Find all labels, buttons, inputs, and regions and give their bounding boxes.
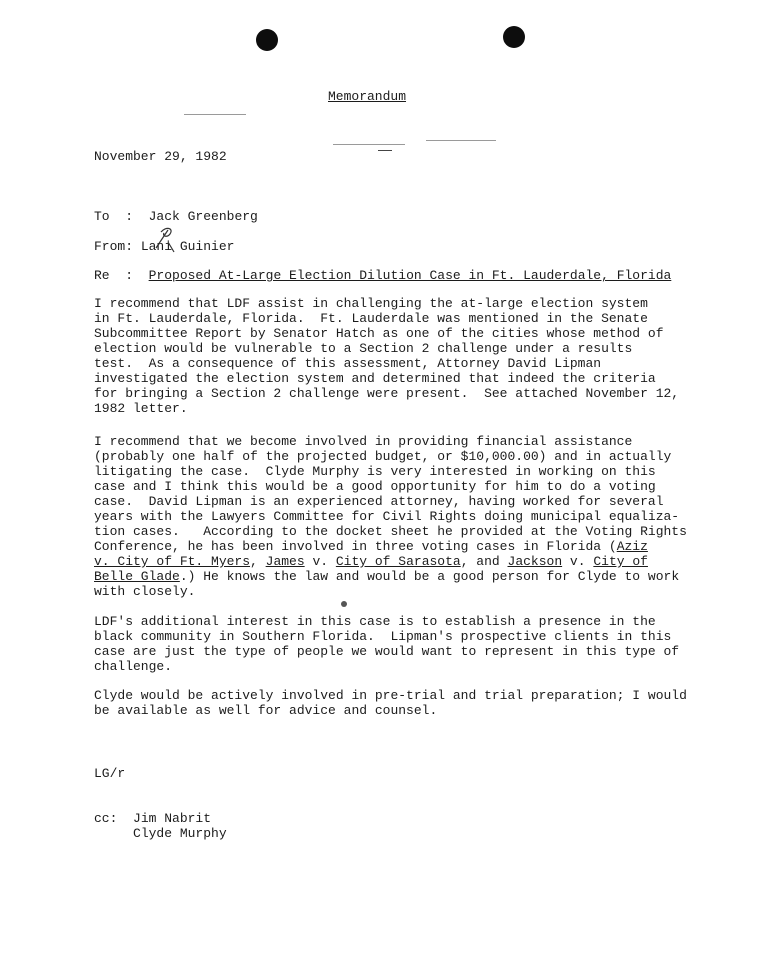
text-line: case. David Lipman is an experienced attorney, having worked for several [94, 494, 664, 509]
case-name-belle-glade: Belle Glade [94, 569, 180, 584]
text-line: Clyde would be actively involved in pre-trial and trial preparation; I would [94, 688, 687, 703]
cc-label: cc: [94, 811, 118, 826]
faint-mark [333, 144, 405, 145]
text-line: be available as well for advice and counsel. [94, 703, 438, 718]
case-name-jackson: Jackson [507, 554, 563, 569]
case-name-aziz: Aziz [616, 539, 648, 554]
text-line: case and I think this would be a good opportunity for him to do a voting [94, 479, 656, 494]
case-name-belle-glade: City of [593, 554, 648, 569]
paragraph-2 [94, 434, 694, 599]
re-label: Re [94, 268, 110, 283]
case-name-fort-myers: v. City of Ft. Myers [94, 554, 251, 569]
re-line: Re : Proposed At-Large Election Dilution Case in Ft. Lauderdale, Florida [94, 268, 672, 283]
text-line: investigated the election system and determined that indeed the criteria [94, 371, 656, 386]
text-line [94, 569, 694, 584]
text-segment: Conference, he has been involved in three voting cases in Florida ( [94, 539, 617, 554]
faint-mark [426, 140, 496, 141]
text-line: Subcommittee Report by Senator Hatch as one of the cities whose method of [94, 326, 664, 341]
text-segment: , and [460, 554, 508, 569]
paragraph-1 [94, 296, 694, 416]
text-line: challenge. [94, 659, 173, 674]
text-line: LDF's additional interest in this case is to establish a presence in the [94, 614, 656, 629]
text-line [94, 554, 694, 569]
text-line: black community in Southern Florida. Lipman's prospective clients in this [94, 629, 672, 644]
text-line: litigating the case. Clyde Murphy is very interested in working on this [94, 464, 656, 479]
text-segment: .) [179, 569, 196, 584]
to-name: Jack Greenberg [148, 209, 258, 224]
subject-line: Proposed At-Large Election Dilution Case in Ft. Lauderdale, Florida [148, 268, 672, 283]
ink-dot [341, 601, 347, 607]
punch-hole-left [256, 29, 278, 51]
typist-initials: LG/r [94, 766, 126, 781]
memo-title: Memorandum [328, 89, 407, 104]
text-line: election would be vulnerable to a Section 2 challenge under a results [94, 341, 633, 356]
to-line: To : Jack Greenberg [94, 209, 258, 224]
text-line [94, 539, 694, 554]
case-name-sarasota: City of Sarasota [335, 554, 461, 569]
text-segment: , [250, 554, 266, 569]
text-segment: v. [562, 554, 594, 569]
faint-mark [378, 150, 392, 151]
from-name: Lani Guinier [140, 239, 235, 254]
text-line: I recommend that we become involved in providing financial assistance [94, 434, 633, 449]
memo-date: November 29, 1982 [94, 149, 227, 164]
from-label: From: [94, 239, 134, 254]
paragraph-4 [94, 688, 694, 718]
text-line: (probably one half of the projected budget, or $10,000.00) and in actually [94, 449, 672, 464]
faint-mark [184, 114, 246, 115]
text-line: years with the Lawyers Committee for Civil Rights doing municipal equaliza- [94, 509, 680, 524]
text-line: tion cases. According to the docket sheet he provided at the Voting Rights [94, 524, 687, 539]
text-segment: He knows the law and would be a good person for Clyde to work [195, 569, 680, 584]
text-segment: v. [304, 554, 336, 569]
text-line: I recommend that LDF assist in challenging the at-large election system [94, 296, 648, 311]
paragraph-3 [94, 614, 694, 674]
cc-recipient: Clyde Murphy [133, 826, 227, 841]
cc-block [94, 811, 227, 841]
to-label: To [94, 209, 110, 224]
text-line: case are just the type of people we would want to represent in this type of [94, 644, 680, 659]
text-line: in Ft. Lauderdale, Florida. Ft. Lauderdale was mentioned in the Senate [94, 311, 648, 326]
cc-recipient: Jim Nabrit [133, 811, 212, 826]
text-line: 1982 letter. [94, 401, 188, 416]
punch-hole-right [503, 26, 525, 48]
text-line: with closely. [94, 584, 196, 599]
from-line [94, 239, 234, 254]
text-line: for bringing a Section 2 challenge were present. See attached November 12, [94, 386, 680, 401]
text-line: test. As a consequence of this assessment, Attorney David Lipman [94, 356, 602, 371]
case-name-james: James [265, 554, 305, 569]
